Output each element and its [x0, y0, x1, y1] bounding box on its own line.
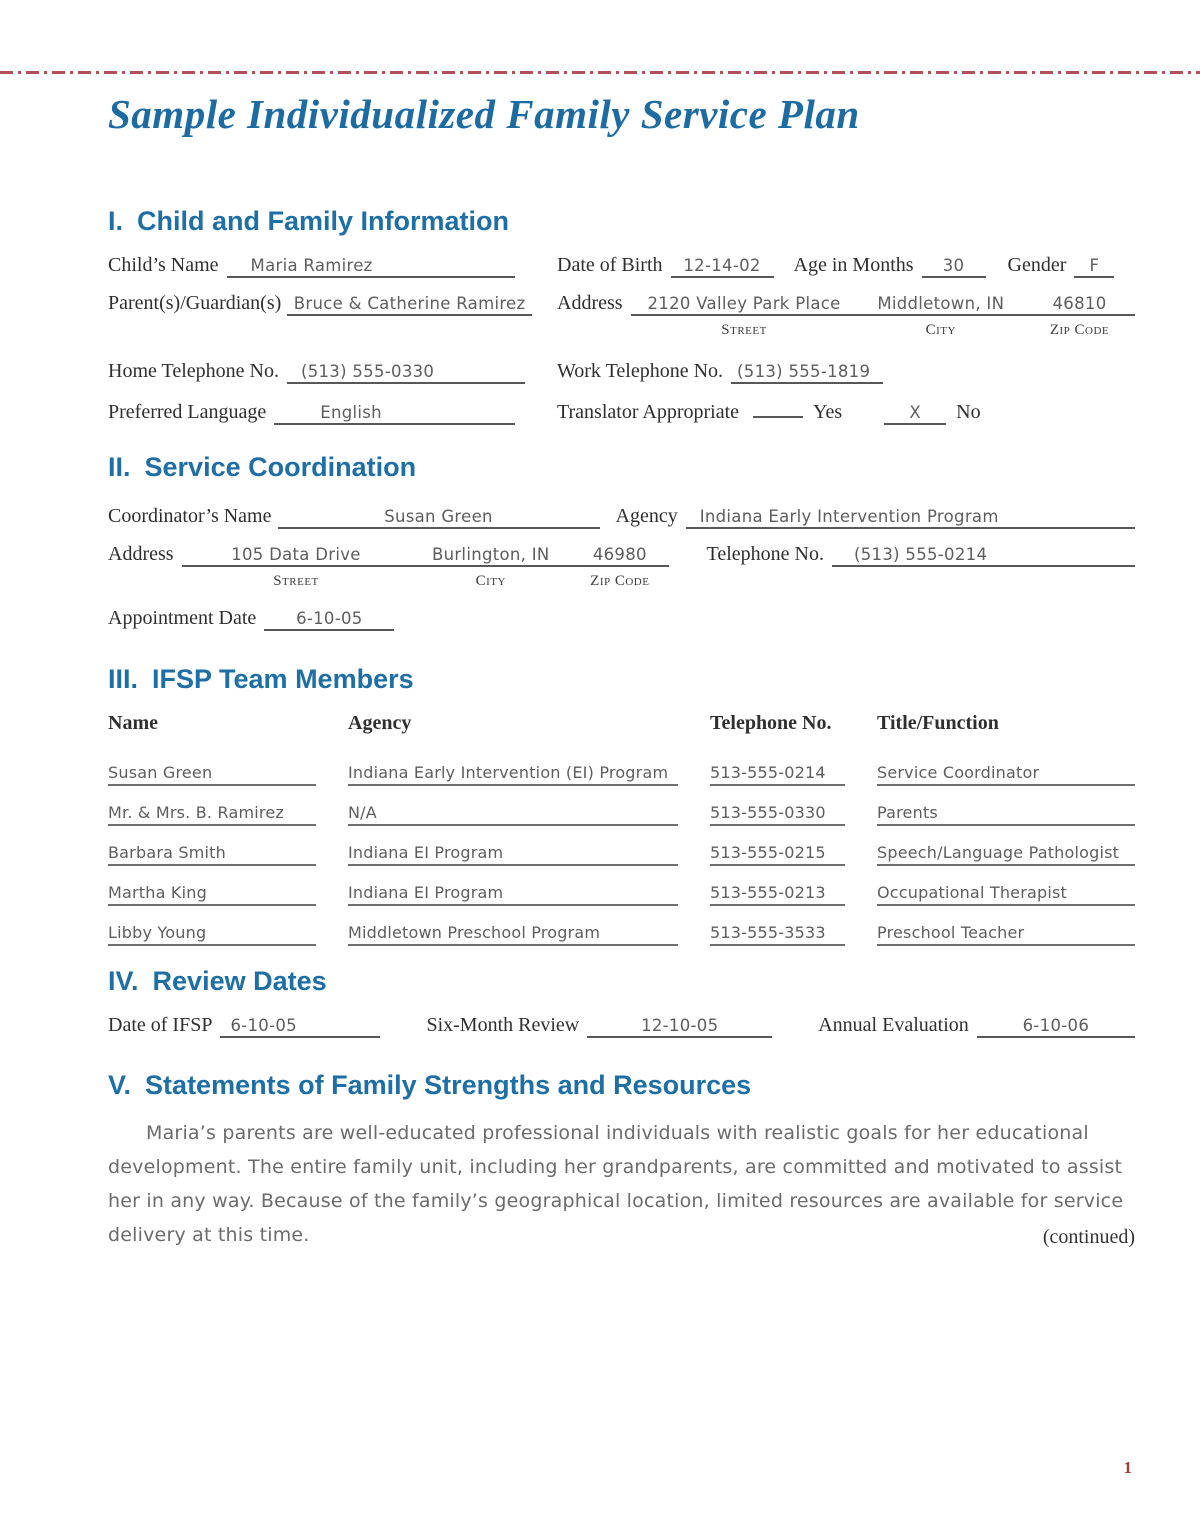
parents-group — [108, 292, 557, 316]
team-row-phone: 513-555-0213 — [710, 866, 845, 906]
team-row-title: Occupational Therapist — [877, 866, 1135, 906]
home-telephone-label: Home Telephone No. — [108, 360, 279, 382]
home-telephone-value: (513) 555-0330 — [287, 362, 525, 384]
address-line — [182, 545, 669, 567]
address-street-value: 2120 Valley Park Place — [647, 294, 841, 313]
section-heading-ifsp-team — [108, 664, 1135, 695]
section-title: Statements of Family Strengths and Resources — [145, 1070, 752, 1100]
agency-label: Agency — [615, 505, 678, 527]
address-zip-value: 46980 — [592, 545, 647, 564]
team-row-title: Service Coordinator — [877, 746, 1135, 786]
language-translator-row — [108, 398, 1135, 425]
team-row-agency: Indiana EI Program — [348, 826, 678, 866]
team-row-name: Libby Young — [108, 906, 316, 946]
section-title: Service Coordination — [144, 452, 417, 482]
team-row-agency: N/A — [348, 786, 678, 826]
age-in-months-label: Age in Months — [793, 254, 914, 276]
address-city-value: Burlington, IN — [431, 545, 550, 564]
column-header-name: Name — [108, 712, 158, 734]
appointment-date-label: Appointment Date — [108, 607, 257, 629]
zip-code-caption: Zip Code — [590, 573, 650, 589]
address-group — [182, 545, 669, 590]
preferred-language-label: Preferred Language — [108, 401, 267, 423]
review-dates-row — [108, 1014, 1135, 1038]
parents-label: Parent(s)/Guardian(s) — [108, 292, 282, 314]
date-of-birth-label: Date of Birth — [557, 254, 663, 276]
telephones-row — [108, 360, 1135, 384]
team-row-phone: 513-555-0330 — [710, 786, 845, 826]
section-number: IV. — [108, 966, 139, 996]
parents-value: Bruce & Catherine Ramirez — [287, 294, 532, 316]
home-phone-group — [108, 360, 557, 384]
section-heading-child-family — [108, 206, 1135, 237]
column-header-agency: Agency — [348, 712, 412, 734]
preferred-language-value: English — [274, 403, 515, 425]
continued-note: (continued) — [1042, 1226, 1135, 1248]
team-row-name: Susan Green — [108, 746, 316, 786]
column-header-title-function: Title/Function — [877, 712, 999, 734]
age-in-months-value: 30 — [922, 256, 986, 278]
section-number: III. — [108, 664, 139, 694]
team-row-phone: 513-555-0215 — [710, 826, 845, 866]
team-row-name: Martha King — [108, 866, 316, 906]
team-row-name: Mr. & Mrs. B. Ramirez — [108, 786, 316, 826]
section-number: II. — [108, 452, 131, 482]
address-zip-value: 46810 — [1052, 294, 1107, 313]
column-header-telephone: Telephone No. — [710, 712, 832, 734]
team-row-title: Speech/Language Pathologist — [877, 826, 1135, 866]
translator-yes-blank — [753, 398, 803, 418]
team-row-agency: Indiana Early Intervention (EI) Program — [348, 746, 678, 786]
child-name-group — [108, 254, 557, 278]
city-caption: City — [475, 573, 506, 589]
street-caption: Street — [273, 573, 319, 589]
address-captions — [631, 322, 1135, 339]
team-row-title: Parents — [877, 786, 1135, 826]
address-group — [631, 294, 1135, 339]
section-heading-family-strengths — [108, 1070, 1135, 1101]
six-month-review-value: 12-10-05 — [587, 1016, 772, 1038]
child-name-dob-row — [108, 254, 1135, 278]
no-caption: No — [956, 401, 981, 423]
date-of-ifsp-value: 6-10-05 — [220, 1016, 380, 1038]
address-street-value: 105 Data Drive — [231, 545, 361, 564]
telephone-value: (513) 555-0214 — [832, 545, 1135, 567]
family-strengths-paragraph: Maria’s parents are well-educated professional individuals with realistic goals for her educational development. The entire family unit, including her grandparents, are committed and motivated to assist her in any way. Because of the family’s geographical location, limited resources are available for service delivery at this time. — [108, 1122, 1124, 1246]
parents-address-row — [108, 292, 1135, 339]
section-heading-service-coordination — [108, 452, 1135, 483]
team-row-title: Preschool Teacher — [877, 906, 1135, 946]
address-line — [631, 294, 1135, 316]
date-of-ifsp-label: Date of IFSP — [108, 1014, 213, 1036]
zip-code-caption: Zip Code — [1049, 322, 1110, 338]
annual-evaluation-label: Annual Evaluation — [818, 1014, 969, 1036]
translator-no-mark: X — [884, 403, 946, 425]
top-divider-rule — [0, 71, 1200, 74]
preferred-language-group — [108, 401, 557, 425]
agency-value: Indiana Early Intervention Program — [686, 507, 1135, 529]
document-title: Sample Individualized Family Service Plan — [108, 91, 860, 137]
work-telephone-label: Work Telephone No. — [557, 360, 724, 382]
childs-name-value: Maria Ramirez — [227, 256, 515, 278]
section-title: Review Dates — [152, 966, 327, 996]
appointment-date-value: 6-10-05 — [264, 609, 394, 631]
coordinator-name-value: Susan Green — [278, 507, 600, 529]
coordinator-address-row — [108, 543, 1135, 590]
address-label: Address — [108, 543, 174, 565]
section-number: V. — [108, 1070, 132, 1100]
team-row-phone: 513-555-3533 — [710, 906, 845, 946]
section-title: IFSP Team Members — [152, 664, 414, 694]
childs-name-label: Child’s Name — [108, 254, 219, 276]
yes-caption: Yes — [813, 401, 843, 423]
address-label: Address — [557, 292, 623, 314]
work-telephone-value: (513) 555-1819 — [731, 362, 883, 384]
annual-evaluation-value: 6-10-06 — [977, 1016, 1135, 1038]
six-month-review-label: Six-Month Review — [426, 1014, 580, 1036]
section-number: I. — [108, 206, 124, 236]
section-heading-review-dates — [108, 966, 1135, 997]
street-caption: Street — [721, 322, 767, 338]
address-city-value: Middletown, IN — [877, 294, 1005, 313]
coordinator-name-label: Coordinator’s Name — [108, 505, 272, 527]
date-of-birth-value: 12-14-02 — [671, 256, 774, 278]
section-title: Child and Family Information — [137, 206, 510, 236]
address-captions — [182, 573, 669, 590]
translator-appropriate-label: Translator Appropriate — [557, 401, 740, 423]
gender-label: Gender — [1007, 254, 1067, 276]
city-caption: City — [925, 322, 956, 338]
page-number: 1 — [1123, 1458, 1132, 1477]
telephone-label: Telephone No. — [706, 543, 824, 565]
gender-value: F — [1074, 256, 1114, 278]
team-row-name: Barbara Smith — [108, 826, 316, 866]
coordinator-agency-row — [108, 505, 1135, 529]
appointment-date-row — [108, 607, 1135, 631]
team-row-agency: Indiana EI Program — [348, 866, 678, 906]
team-members-table — [108, 712, 1135, 946]
team-row-agency: Middletown Preschool Program — [348, 906, 678, 946]
team-row-phone: 513-555-0214 — [710, 746, 845, 786]
